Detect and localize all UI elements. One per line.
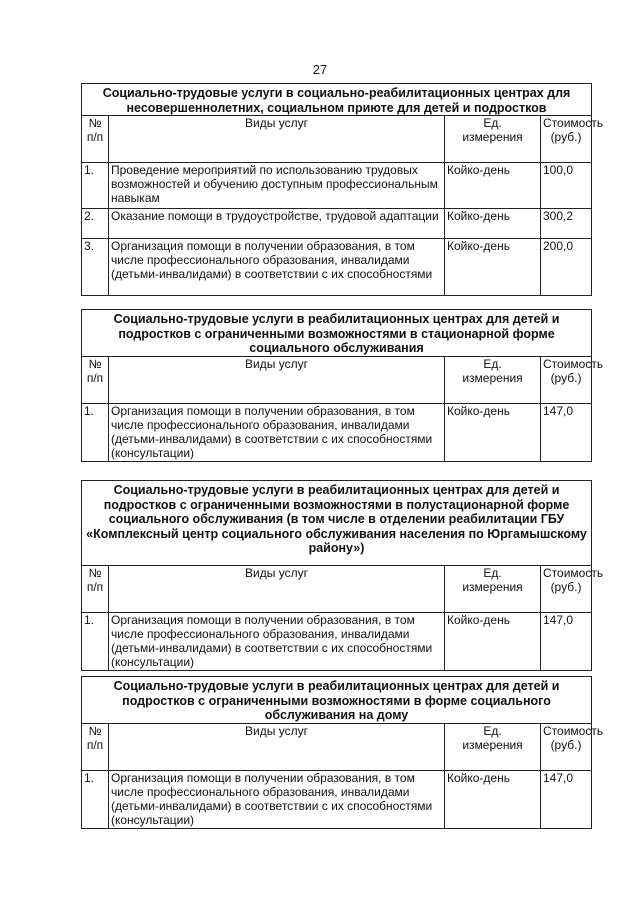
row-num: 1.	[82, 163, 109, 209]
header-num: № п/п	[82, 723, 109, 770]
table-header-row	[82, 723, 592, 770]
table-title: Социально-трудовые услуги в реабилитационных центрах для детей и подростков с ограниченными возможностями в стационарной форме социального обслуживания	[82, 310, 592, 357]
row-service-name: Организация помощи в получении образования, в том числе профессионального образования, инвалидами (детьми-инвалидами) в соответствии с их способностями	[109, 239, 445, 296]
table-row	[82, 239, 592, 296]
row-unit: Койко-день	[445, 403, 541, 461]
header-num: № п/п	[82, 356, 109, 403]
row-cost: 200,0	[541, 239, 592, 296]
services-table-2	[81, 309, 604, 462]
row-unit: Койко-день	[445, 239, 541, 296]
row-cost: 147,0	[541, 403, 592, 461]
table-row	[82, 770, 592, 828]
table-row	[82, 403, 592, 461]
row-num: 1.	[82, 403, 109, 461]
header-cost: Стоимость (руб.)	[541, 356, 592, 403]
table-title: Социально-трудовые услуги в социально-реабилитационных центрах для несовершеннолетних, социальном приюте для детей и подростков	[82, 84, 592, 116]
row-service-name: Оказание помощи в трудоустройстве, трудовой адаптации	[109, 209, 445, 239]
services-table-3	[81, 480, 604, 671]
header-service-type: Виды услуг	[109, 356, 445, 403]
table-header-row	[82, 356, 592, 403]
header-cost: Стоимость (руб.)	[541, 566, 592, 613]
services-table-4	[81, 676, 604, 829]
table-header-row	[82, 116, 592, 163]
header-service-type: Виды услуг	[109, 723, 445, 770]
header-unit: Ед. измерения	[445, 723, 541, 770]
page-number: 27	[312, 62, 328, 77]
row-unit: Койко-день	[445, 613, 541, 671]
table-title: Социально-трудовые услуги в реабилитационных центрах для детей и подростков с ограниченными возможностями в форме социального обслуживания на дому	[82, 677, 592, 724]
table-row	[82, 209, 592, 239]
header-unit: Ед. измерения	[445, 116, 541, 163]
row-num: 2.	[82, 209, 109, 239]
row-service-name: Проведение мероприятий по использованию трудовых возможностей и обучению доступным профессиональным навыкам	[109, 163, 445, 209]
row-num: 1.	[82, 770, 109, 828]
header-service-type: Виды услуг	[109, 566, 445, 613]
table-header-row	[82, 566, 592, 613]
row-unit: Койко-день	[445, 163, 541, 209]
row-service-name: Организация помощи в получении образования, в том числе профессионального образования, инвалидами (детьми-инвалидами) в соответствии с их способностями (консультации)	[109, 770, 445, 828]
row-cost: 147,0	[541, 613, 592, 671]
row-service-name: Организация помощи в получении образования, в том числе профессионального образования, инвалидами (детьми-инвалидами) в соответствии с их способностями (консультации)	[109, 613, 445, 671]
row-cost: 100,0	[541, 163, 592, 209]
services-table-1	[81, 83, 604, 296]
header-service-type: Виды услуг	[109, 116, 445, 163]
header-num: № п/п	[82, 566, 109, 613]
header-unit: Ед. измерения	[445, 566, 541, 613]
table-row	[82, 613, 592, 671]
row-service-name: Организация помощи в получении образования, в том числе профессионального образования, инвалидами (детьми-инвалидами) в соответствии с их способностями (консультации)	[109, 403, 445, 461]
header-cost: Стоимость (руб.)	[541, 116, 592, 163]
row-unit: Койко-день	[445, 209, 541, 239]
table-row	[82, 163, 592, 209]
table-title: Социально-трудовые услуги в реабилитационных центрах для детей и подростков с ограниченными возможностями в полустационарной форме социального обслуживания (в том числе в отделении реабилитации ГБУ «Комплексный центр социального обслуживания населения по Юргамышскому району»)	[82, 481, 592, 566]
row-num: 3.	[82, 239, 109, 296]
row-unit: Койко-день	[445, 770, 541, 828]
header-num: № п/п	[82, 116, 109, 163]
row-cost: 300,2	[541, 209, 592, 239]
row-num: 1.	[82, 613, 109, 671]
row-cost: 147,0	[541, 770, 592, 828]
header-cost: Стоимость (руб.)	[541, 723, 592, 770]
header-unit: Ед. измерения	[445, 356, 541, 403]
